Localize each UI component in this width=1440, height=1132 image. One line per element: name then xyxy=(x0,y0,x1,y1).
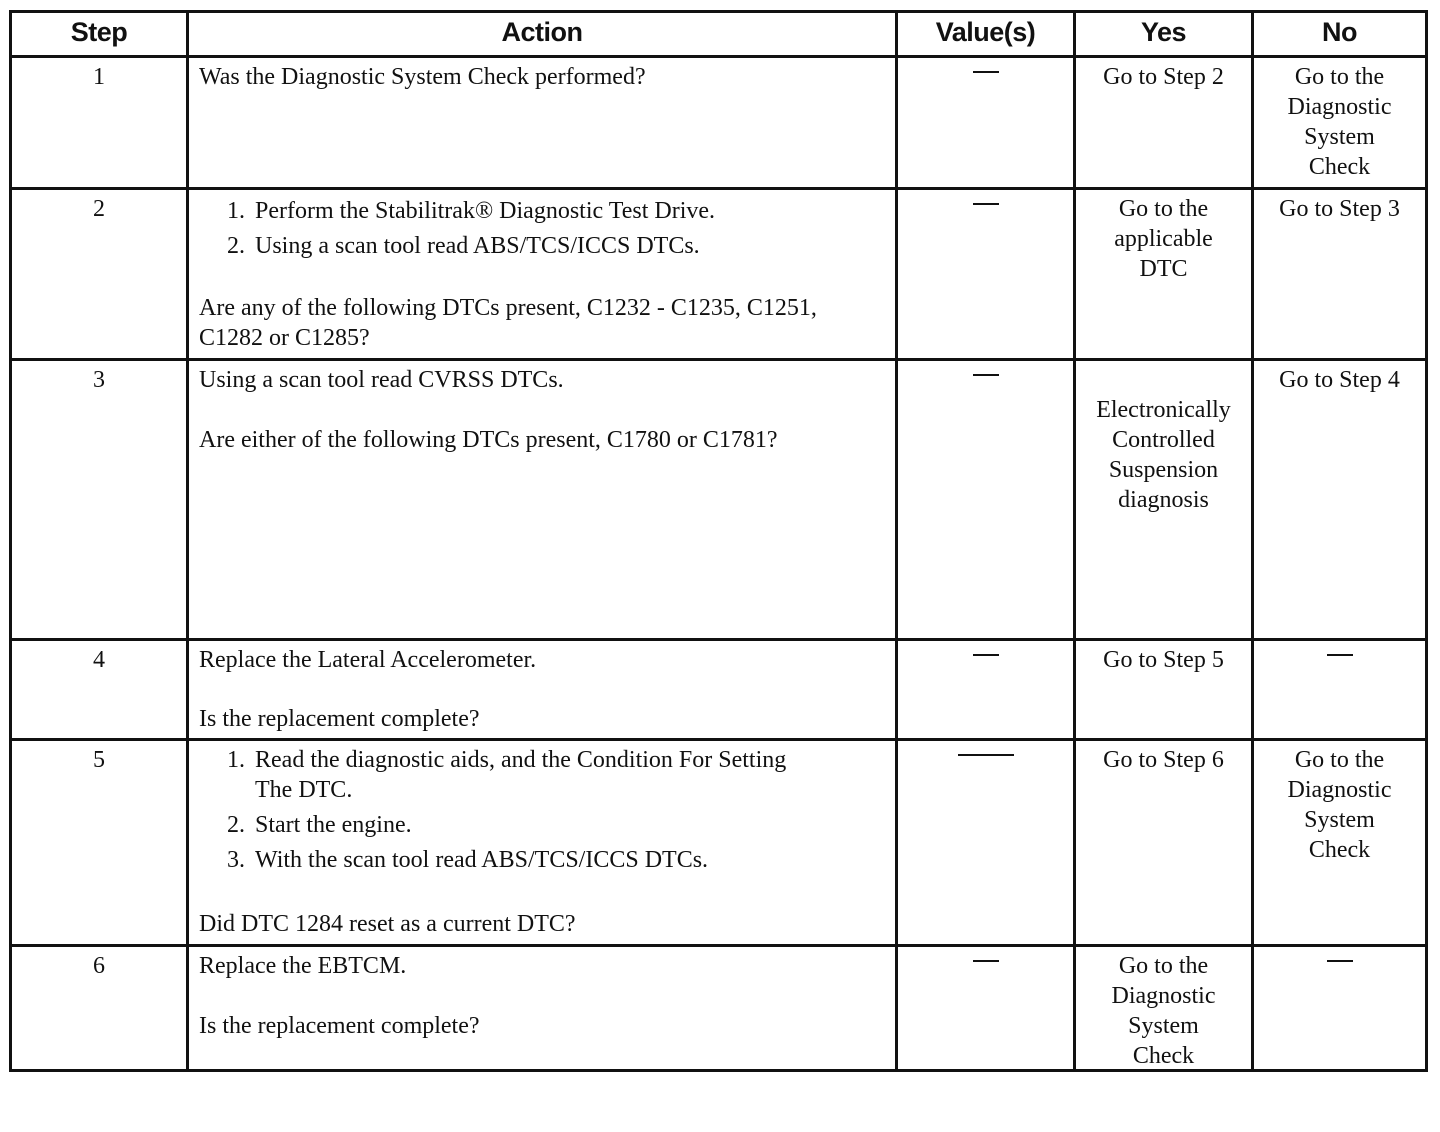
action-steps xyxy=(199,194,885,261)
action-step: 3. With the scan tool read ABS/TCS/ICCS DTCs. xyxy=(251,845,825,875)
step-number: 3 xyxy=(12,361,189,638)
action-cell xyxy=(189,190,898,358)
yes-cell xyxy=(1076,361,1254,638)
action-cell xyxy=(189,947,898,1069)
step-number: 1 xyxy=(12,58,189,187)
yes-cell: Go to Step 2 xyxy=(1076,58,1254,187)
yes-cell: Go to the Diagnostic System Check xyxy=(1076,947,1254,1069)
header-action: Action xyxy=(189,13,898,55)
step-number: 2 xyxy=(12,190,189,358)
no-cell: Go to Step 3 xyxy=(1279,196,1400,222)
action-question: Did DTC 1284 reset as a current DTC? xyxy=(199,911,576,937)
action-cell xyxy=(189,641,898,738)
action-steps xyxy=(199,745,885,875)
action-text: Replace the EBTCM. xyxy=(199,953,407,979)
yes-cell: Go to Step 5 xyxy=(1076,641,1254,738)
table-row xyxy=(12,638,1425,738)
action-question: Is the replacement complete? xyxy=(199,1013,480,1039)
step-number: 6 xyxy=(12,947,189,1069)
table-row xyxy=(12,187,1425,358)
step-number: 4 xyxy=(12,641,189,738)
value-dash xyxy=(973,71,999,73)
no-cell xyxy=(1254,947,1425,1069)
value-dash xyxy=(973,374,999,376)
table-row xyxy=(12,944,1425,1069)
action-text: Was the Diagnostic System Check performed? xyxy=(199,64,646,90)
yes-text: Electronically Controlled Suspension diagnosis xyxy=(1096,397,1231,513)
header-no: No xyxy=(1322,17,1357,47)
action-cell xyxy=(189,361,898,638)
value-cell xyxy=(898,641,1076,738)
step-number: 5 xyxy=(12,741,189,944)
value-dash xyxy=(958,754,1014,756)
no-dash xyxy=(1327,654,1353,656)
action-text: Using a scan tool read CVRSS DTCs. xyxy=(199,367,564,393)
action-text: Replace the Lateral Accelerometer. xyxy=(199,647,537,673)
value-cell xyxy=(898,947,1076,1069)
action-question: Are any of the following DTCs present, C1232 - C1235, C1251, C1282 or C1285? xyxy=(199,295,817,351)
value-cell xyxy=(898,361,1076,638)
action-step: 2. Using a scan tool read ABS/TCS/ICCS DTCs. xyxy=(251,231,885,261)
yes-cell: Go to the applicable DTC xyxy=(1076,190,1254,358)
value-cell xyxy=(898,741,1076,944)
value-cell xyxy=(898,58,1076,187)
action-question: Are either of the following DTCs present, C1780 or C1781? xyxy=(199,427,778,453)
action-step: 1. Perform the Stabilitrak® Diagnostic Test Drive. xyxy=(251,196,885,226)
no-cell: Go to the Diagnostic System Check xyxy=(1287,747,1392,863)
value-dash xyxy=(973,960,999,962)
table-row xyxy=(12,738,1425,944)
value-dash xyxy=(973,203,999,205)
action-question: Is the replacement complete? xyxy=(199,706,480,732)
value-dash xyxy=(973,654,999,656)
header-step: Step xyxy=(12,13,189,55)
table-row xyxy=(12,358,1425,638)
action-step: 1. Read the diagnostic aids, and the Condition For Setting The DTC. xyxy=(251,745,825,805)
value-cell xyxy=(898,190,1076,358)
header-yes: Yes xyxy=(1076,13,1254,55)
no-cell xyxy=(1254,641,1425,738)
action-cell xyxy=(189,58,898,187)
action-step: 2. Start the engine. xyxy=(251,810,825,840)
no-cell: Go to Step 4 xyxy=(1279,367,1400,393)
action-cell xyxy=(189,741,898,944)
diagnostic-table xyxy=(9,10,1428,1072)
header-values: Value(s) xyxy=(898,13,1076,55)
no-cell: Go to the Diagnostic System Check xyxy=(1287,64,1392,180)
yes-cell: Go to Step 6 xyxy=(1076,741,1254,944)
no-dash xyxy=(1327,960,1353,962)
table-header-row xyxy=(12,13,1425,55)
table-row xyxy=(12,55,1425,187)
